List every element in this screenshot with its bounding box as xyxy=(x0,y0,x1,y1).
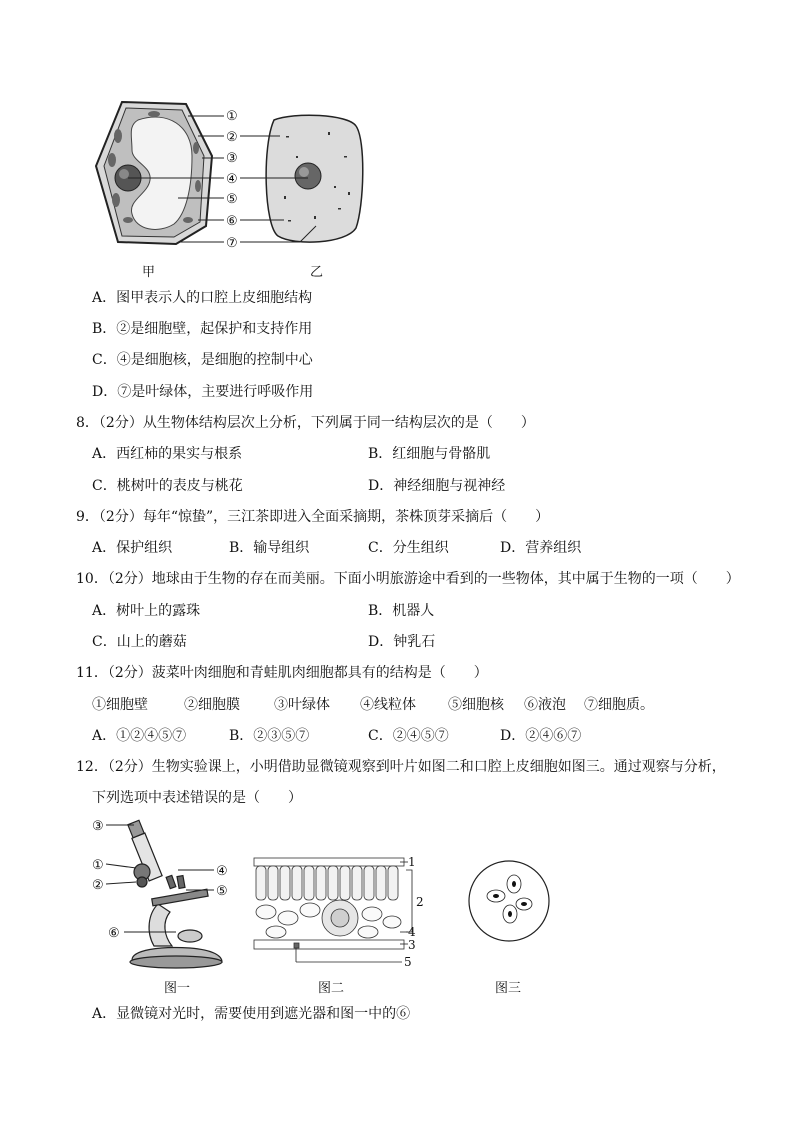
leaf-label-3: 3 xyxy=(408,938,416,952)
micro-label-2: ② xyxy=(92,878,104,893)
caption-fig2: 图二 xyxy=(318,981,345,996)
q8-option-d: D．神经细胞与视神经 xyxy=(368,478,506,494)
q11-option-c: C．②④⑤⑦ xyxy=(368,728,449,744)
caption-yi: 乙 xyxy=(310,265,324,280)
caption-jia: 甲 xyxy=(142,265,156,280)
q10-option-a: A．树叶上的露珠 xyxy=(92,603,201,619)
leaf-label-5: 5 xyxy=(404,955,412,969)
animal-cell-diagram xyxy=(266,115,363,242)
q7-option-c: C．④是细胞核，是细胞的控制中心 xyxy=(92,352,313,368)
q10-option-b: B．机器人 xyxy=(368,603,435,619)
leaf-label-4: 4 xyxy=(408,925,416,939)
q11-option-d: D．②④⑥⑦ xyxy=(500,728,582,744)
micro-label-5: ⑤ xyxy=(216,884,228,899)
microscope-figure xyxy=(90,814,240,974)
q8-option-c: C．桃树叶的表皮与桃花 xyxy=(92,478,243,494)
plant-cell-diagram xyxy=(96,102,212,244)
q12-option-a: A．显微镜对光时，需要使用到遮光器和图一中的⑥ xyxy=(92,1006,411,1022)
q11-item-3: ③叶绿体 xyxy=(274,697,330,713)
label-2: ② xyxy=(226,130,238,145)
leaf-section-figure xyxy=(250,852,430,972)
label-1: ① xyxy=(226,109,238,124)
q7-option-d: D．⑦是叶绿体，主要进行呼吸作用 xyxy=(92,384,314,400)
leaf-label-2: 2 xyxy=(416,895,424,909)
q7-option-b: B．②是细胞壁，起保护和支持作用 xyxy=(92,321,313,337)
q11-item-4: ④线粒体 xyxy=(360,697,416,713)
micro-label-4: ④ xyxy=(216,864,228,879)
micro-label-3: ③ xyxy=(92,819,104,834)
q7-option-a: A．图甲表示人的口腔上皮细胞结构 xyxy=(92,290,313,306)
q11-item-1: ①细胞壁 xyxy=(92,697,148,713)
q11-item-5: ⑤细胞核 xyxy=(448,697,504,713)
q11-stem: 11．（2分）菠菜叶肉细胞和青蛙肌肉细胞都具有的结构是（ ） xyxy=(76,665,488,681)
micro-label-1: ① xyxy=(92,858,104,873)
q8-stem: 8．（2分）从生物体结构层次上分析，下列属于同一结构层次的是（ ） xyxy=(76,415,535,431)
q9-option-b: B．输导组织 xyxy=(229,540,310,556)
q12-stem-line2: 下列选项中表述错误的是（ ） xyxy=(92,790,302,806)
label-5: ⑤ xyxy=(226,192,238,207)
label-6: ⑥ xyxy=(226,214,238,229)
q8-option-b: B．红细胞与骨骼肌 xyxy=(368,446,491,462)
caption-fig3: 图三 xyxy=(495,981,522,996)
q11-item-7: ⑦细胞质。 xyxy=(584,697,654,713)
q9-option-c: C．分生组织 xyxy=(368,540,449,556)
q12-stem-line1: 12．（2分）生物实验课上，小明借助显微镜观察到叶片如图二和口腔上皮细胞如图三。通过观察与分析， xyxy=(76,759,726,775)
leaf-label-1: 1 xyxy=(408,855,416,869)
label-7: ⑦ xyxy=(226,236,238,251)
q10-stem: 10．（2分）地球由于生物的存在而美丽。下面小明旅游途中看到的一些物体，其中属于生物的一项（ ） xyxy=(76,571,740,587)
q11-item-6: ⑥液泡 xyxy=(524,697,566,713)
q9-stem: 9．（2分）每年“惊蛰”，三江茶即进入全面采摘期，茶株顶芽采摘后（ ） xyxy=(76,509,550,525)
label-3: ③ xyxy=(226,151,238,166)
cell-structure-figure xyxy=(88,96,378,282)
caption-fig1: 图一 xyxy=(164,981,191,996)
q10-option-c: C．山上的蘑菇 xyxy=(92,634,187,650)
q8-option-a: A．西红柿的果实与根系 xyxy=(92,446,243,462)
q11-option-a: A．①②④⑤⑦ xyxy=(92,728,187,744)
cheek-cells-figure xyxy=(464,856,554,946)
q10-option-d: D．钟乳石 xyxy=(368,634,436,650)
q11-option-b: B．②③⑤⑦ xyxy=(229,728,310,744)
q9-option-d: D．营养组织 xyxy=(500,540,582,556)
q9-option-a: A．保护组织 xyxy=(92,540,173,556)
micro-label-6: ⑥ xyxy=(108,926,120,941)
label-4: ④ xyxy=(226,172,238,187)
q11-item-2: ②细胞膜 xyxy=(184,697,240,713)
